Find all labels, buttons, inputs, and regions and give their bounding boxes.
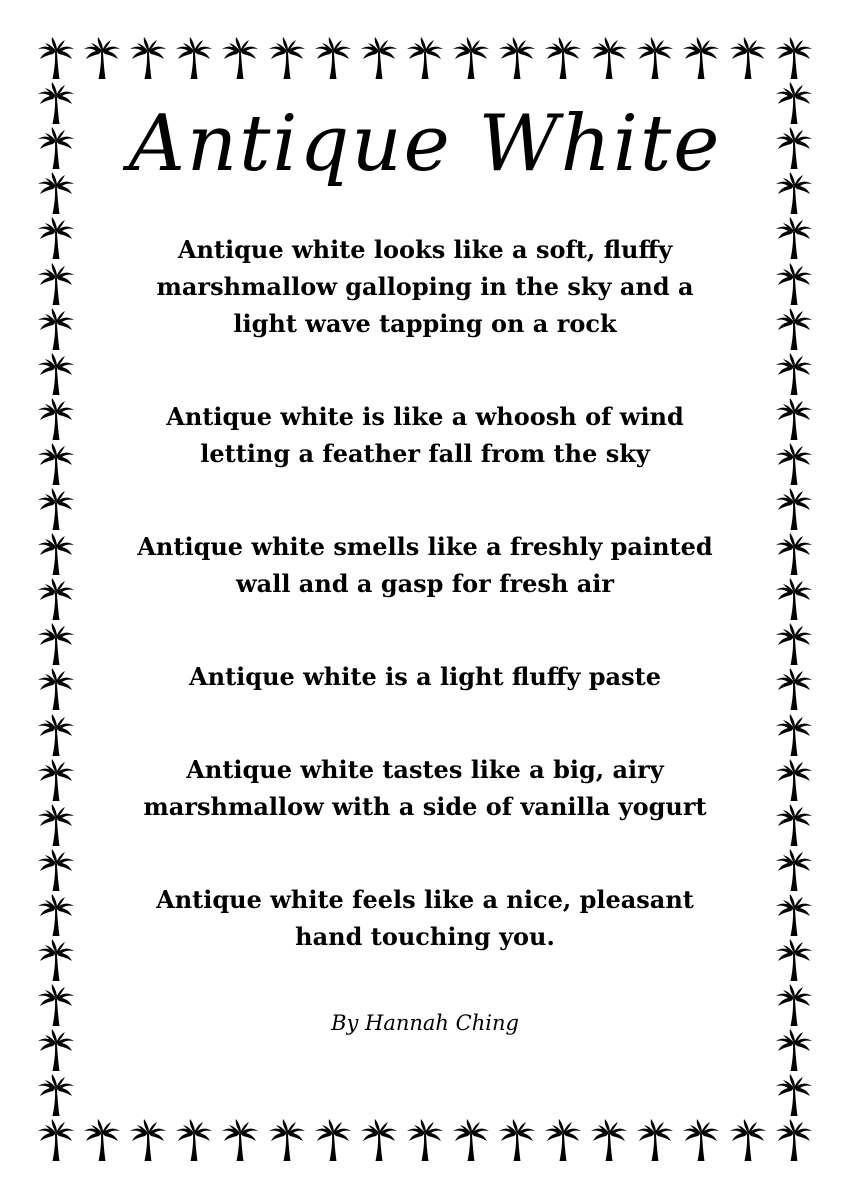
palm-tree-icon	[774, 577, 814, 621]
palm-tree-icon	[635, 1118, 675, 1162]
palm-tree-icon	[82, 1118, 122, 1162]
palm-tree-icon	[451, 36, 491, 80]
stanza-texture	[95, 658, 755, 695]
poem-line: Antique white tastes like a big, airy	[186, 755, 664, 784]
palm-tree-icon	[774, 352, 814, 396]
poem-content	[95, 99, 755, 1035]
palm-tree-icon	[774, 307, 814, 351]
palm-tree-icon	[128, 36, 168, 80]
palm-tree-icon	[36, 352, 76, 396]
palm-tree-icon	[497, 1118, 537, 1162]
palm-tree-icon	[774, 1028, 814, 1072]
palm-tree-icon	[681, 36, 721, 80]
poem-line: Antique white looks like a soft, fluffy	[177, 235, 673, 264]
palm-tree-icon	[36, 848, 76, 892]
palm-tree-icon	[774, 667, 814, 711]
palm-tree-icon	[313, 1118, 353, 1162]
palm-tree-icon	[774, 262, 814, 306]
palm-tree-icon	[635, 36, 675, 80]
palm-tree-icon	[774, 803, 814, 847]
palm-tree-icon	[36, 532, 76, 576]
palm-tree-icon	[451, 1118, 491, 1162]
palm-tree-icon	[36, 397, 76, 441]
poem-line: marshmallow with a side of vanilla yogurt	[143, 792, 707, 821]
poem-line: letting a feather fall from the sky	[200, 439, 650, 468]
palm-tree-icon	[267, 36, 307, 80]
palm-tree-icon	[774, 126, 814, 170]
palm-tree-icon	[36, 758, 76, 802]
stanza-sight	[95, 231, 755, 342]
palm-tree-icon	[36, 262, 76, 306]
palm-tree-icon	[774, 532, 814, 576]
palm-tree-icon	[543, 1118, 583, 1162]
stanza-touch	[95, 881, 755, 955]
poem-line: Antique white feels like a nice, pleasant	[156, 885, 694, 914]
palm-tree-icon	[36, 622, 76, 666]
palm-tree-icon	[774, 848, 814, 892]
palm-tree-icon	[497, 36, 537, 80]
palm-tree-icon	[405, 1118, 445, 1162]
poem-author: By Hannah Ching	[331, 1011, 519, 1035]
poem-line: light wave tapping on a rock	[233, 309, 617, 338]
palm-tree-icon	[36, 1073, 76, 1117]
palm-tree-icon	[774, 36, 814, 80]
palm-tree-icon	[774, 171, 814, 215]
palm-tree-icon	[774, 216, 814, 260]
palm-tree-icon	[36, 442, 76, 486]
palm-tree-icon	[774, 758, 814, 802]
palm-tree-icon	[36, 938, 76, 982]
palm-tree-icon	[220, 36, 260, 80]
palm-tree-icon	[774, 1118, 814, 1162]
palm-tree-icon	[774, 622, 814, 666]
poem-line: Antique white is a light fluffy paste	[189, 662, 661, 691]
palm-tree-icon	[36, 803, 76, 847]
palm-tree-icon	[36, 1118, 76, 1162]
palm-tree-icon	[36, 81, 76, 125]
poem-title: Antique White	[128, 99, 722, 189]
poem-line: Antique white is like a whoosh of wind	[166, 402, 684, 431]
palm-tree-icon	[774, 81, 814, 125]
palm-tree-icon	[220, 1118, 260, 1162]
palm-tree-icon	[36, 893, 76, 937]
poem-line: Antique white smells like a freshly painted	[137, 532, 713, 561]
palm-tree-icon	[174, 36, 214, 80]
palm-tree-icon	[774, 487, 814, 531]
stanza-taste	[95, 751, 755, 825]
palm-tree-icon	[36, 216, 76, 260]
palm-tree-icon	[774, 397, 814, 441]
palm-tree-icon	[774, 1073, 814, 1117]
palm-tree-icon	[728, 1118, 768, 1162]
palm-tree-icon	[36, 307, 76, 351]
palm-tree-icon	[267, 1118, 307, 1162]
palm-tree-icon	[774, 893, 814, 937]
poem-line: hand touching you.	[295, 922, 555, 951]
stanza-smell	[95, 528, 755, 602]
poem-line: marshmallow galloping in the sky and a	[156, 272, 694, 301]
stanza-sound	[95, 398, 755, 472]
palm-tree-icon	[128, 1118, 168, 1162]
palm-tree-icon	[774, 983, 814, 1027]
palm-tree-icon	[405, 36, 445, 80]
palm-tree-icon	[774, 442, 814, 486]
palm-tree-icon	[313, 36, 353, 80]
palm-tree-icon	[359, 1118, 399, 1162]
palm-tree-icon	[174, 1118, 214, 1162]
palm-tree-icon	[36, 983, 76, 1027]
palm-tree-icon	[589, 1118, 629, 1162]
palm-tree-icon	[543, 36, 583, 80]
palm-tree-icon	[728, 36, 768, 80]
palm-tree-icon	[36, 487, 76, 531]
palm-tree-icon	[82, 36, 122, 80]
poem-line: wall and a gasp for fresh air	[235, 569, 615, 598]
palm-tree-icon	[36, 713, 76, 757]
palm-tree-icon	[36, 171, 76, 215]
palm-tree-icon	[359, 36, 399, 80]
palm-tree-icon	[774, 938, 814, 982]
palm-tree-icon	[774, 713, 814, 757]
palm-tree-icon	[36, 36, 76, 80]
palm-tree-icon	[36, 126, 76, 170]
palm-tree-icon	[36, 667, 76, 711]
palm-tree-icon	[36, 577, 76, 621]
palm-tree-icon	[589, 36, 629, 80]
palm-tree-icon	[36, 1028, 76, 1072]
palm-tree-icon	[681, 1118, 721, 1162]
